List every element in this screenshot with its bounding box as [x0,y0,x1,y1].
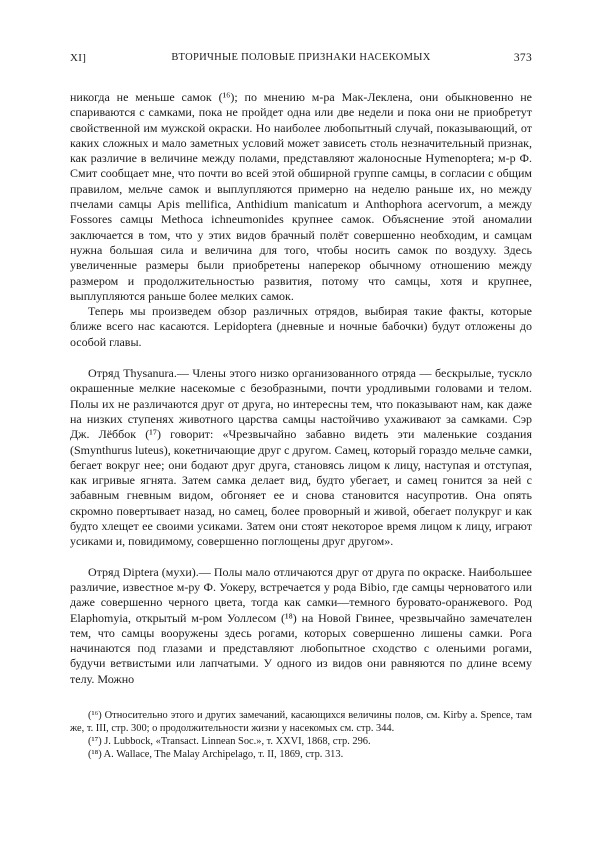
paragraph: никогда не меньше самок (¹⁶); по мнению м-ра Мак-Леклена, они обыкновенно не спариваются с самками, пока не пройдет одна или две недели и пока они не приобретут свойственной им мужской окраски. Но наиболее любопытный случай, показывающий, от каких сложных и мало заметных условий может зависеть столь незначительный признак, как различие в величине между полами, представляют жалоносные Hymenoptera; м-р Ф. Смит сообщает мне, что почти во всей этой обширной группе самцы, в согласии с общим правилом, мельче самок и выплупляются примерно на неделю раньше их, но между пчелами самцы Apis mellifica, Anthidium manicatum и Anthophora acervorum, а между Fossores самцы Methoca ichneumonides крупнее самок. Объяснение этой аномалии заключается в том, что у этих видов брачный полёт совершенно необходим, и самцам нужна большая сила и величина для того, чтобы носить самок по воздуху. Здесь увеличенные размеры были приобретены наперекор обычному отношению между размером и продолжительностью развития, потому что самцы, хотя и крупнее, выплупляются раньше более мелких самок. [70,90,532,303]
paragraph: Теперь мы произведем обзор различных отрядов, выбирая такие факты, которые ближе всего нас касаются. Lepidoptera (дневные и ночные бабочки) будут отложены до особой главы. [70,304,532,349]
footnote: (¹⁷) J. Lubbock, «Transact. Linnean Soc.», т. XXVI, 1868, стр. 296. [88,735,371,747]
book-page [70,52,532,761]
chapter-number: XI] [70,52,87,64]
footnote: (¹⁸) A. Wallace, The Malay Archipelago, т. II, 1869, стр. 313. [88,748,344,760]
paragraph-diptera: Отряд Diptera (мухи).— Полы мало отличаются друг от друга по окраске. Наибольшее различие, известное м-ру Ф. Уокеру, встречается у рода Bibio, где самцы черноватого или даже совершенно черного цвета, тогда как самки—темного буровато-оранжевого. Род Elaphomyia, открытый м-ром Уоллесом (¹⁸) на Новой Гвинее, чрезвычайно замечателен тем, что самцы вооружены здесь рогами, которых совершенно лишены самки. Рога начинаются под глазами и представляют любопытное сходство с оленьими рогами, будучи ветвистыми или лапчатыми. У одного из видов они равняются по длине всему телу. Можно [70,564,532,686]
page-number: 373 [513,52,532,64]
footnotes [70,709,532,761]
footnote: (¹⁶) Относительно этого и других замечаний, касающихся величины полов, см. Kirby a. Spence, там же, т. III, стр. 300; о продолжительности жизни у насекомых см. стр. 344. [70,709,532,734]
running-header [70,52,532,74]
body-text [70,90,532,687]
running-title: ВТОРИЧНЫЕ ПОЛОВЫЕ ПРИЗНАКИ НАСЕКОМЫХ [171,52,431,63]
paragraph-thysanura: Отряд Thysanura.— Члены этого низко организованного отряда — бескрылые, тускло окрашенные мелкие насекомые с безобразными, почти уродливыми головами и телом. Полы их не различаются друг от друга, но интересны тем, что показывают нам, как даже на низких ступенях животного царства самцы настойчиво ухаживают за самками. Сэр Дж. Лёббок (¹⁷) говорит: «Чрезвычайно забавно видеть эти маленькие создания (Smynthurus luteus), кокетничающие друг с другом. Самец, который гораздо мельче самки, бегает вокруг нее; они бодают друг друга, становясь лицом к лицу, наступая и отступая, как игривые ягнята. Затем самка делает вид, будто убегает, и самец гонится за ней с забавным гневным видом, обгоняет ее и снова становится насупротив. Она опять скромно повертывает назад, но самец, более проворный и живой, обегает полукруг и как будто хлещет ее своими усиками. Затем они стоят некоторое время лицом к лицу, играют усиками и, повидимому, совершенно поглощены друг другом». [70,366,532,549]
